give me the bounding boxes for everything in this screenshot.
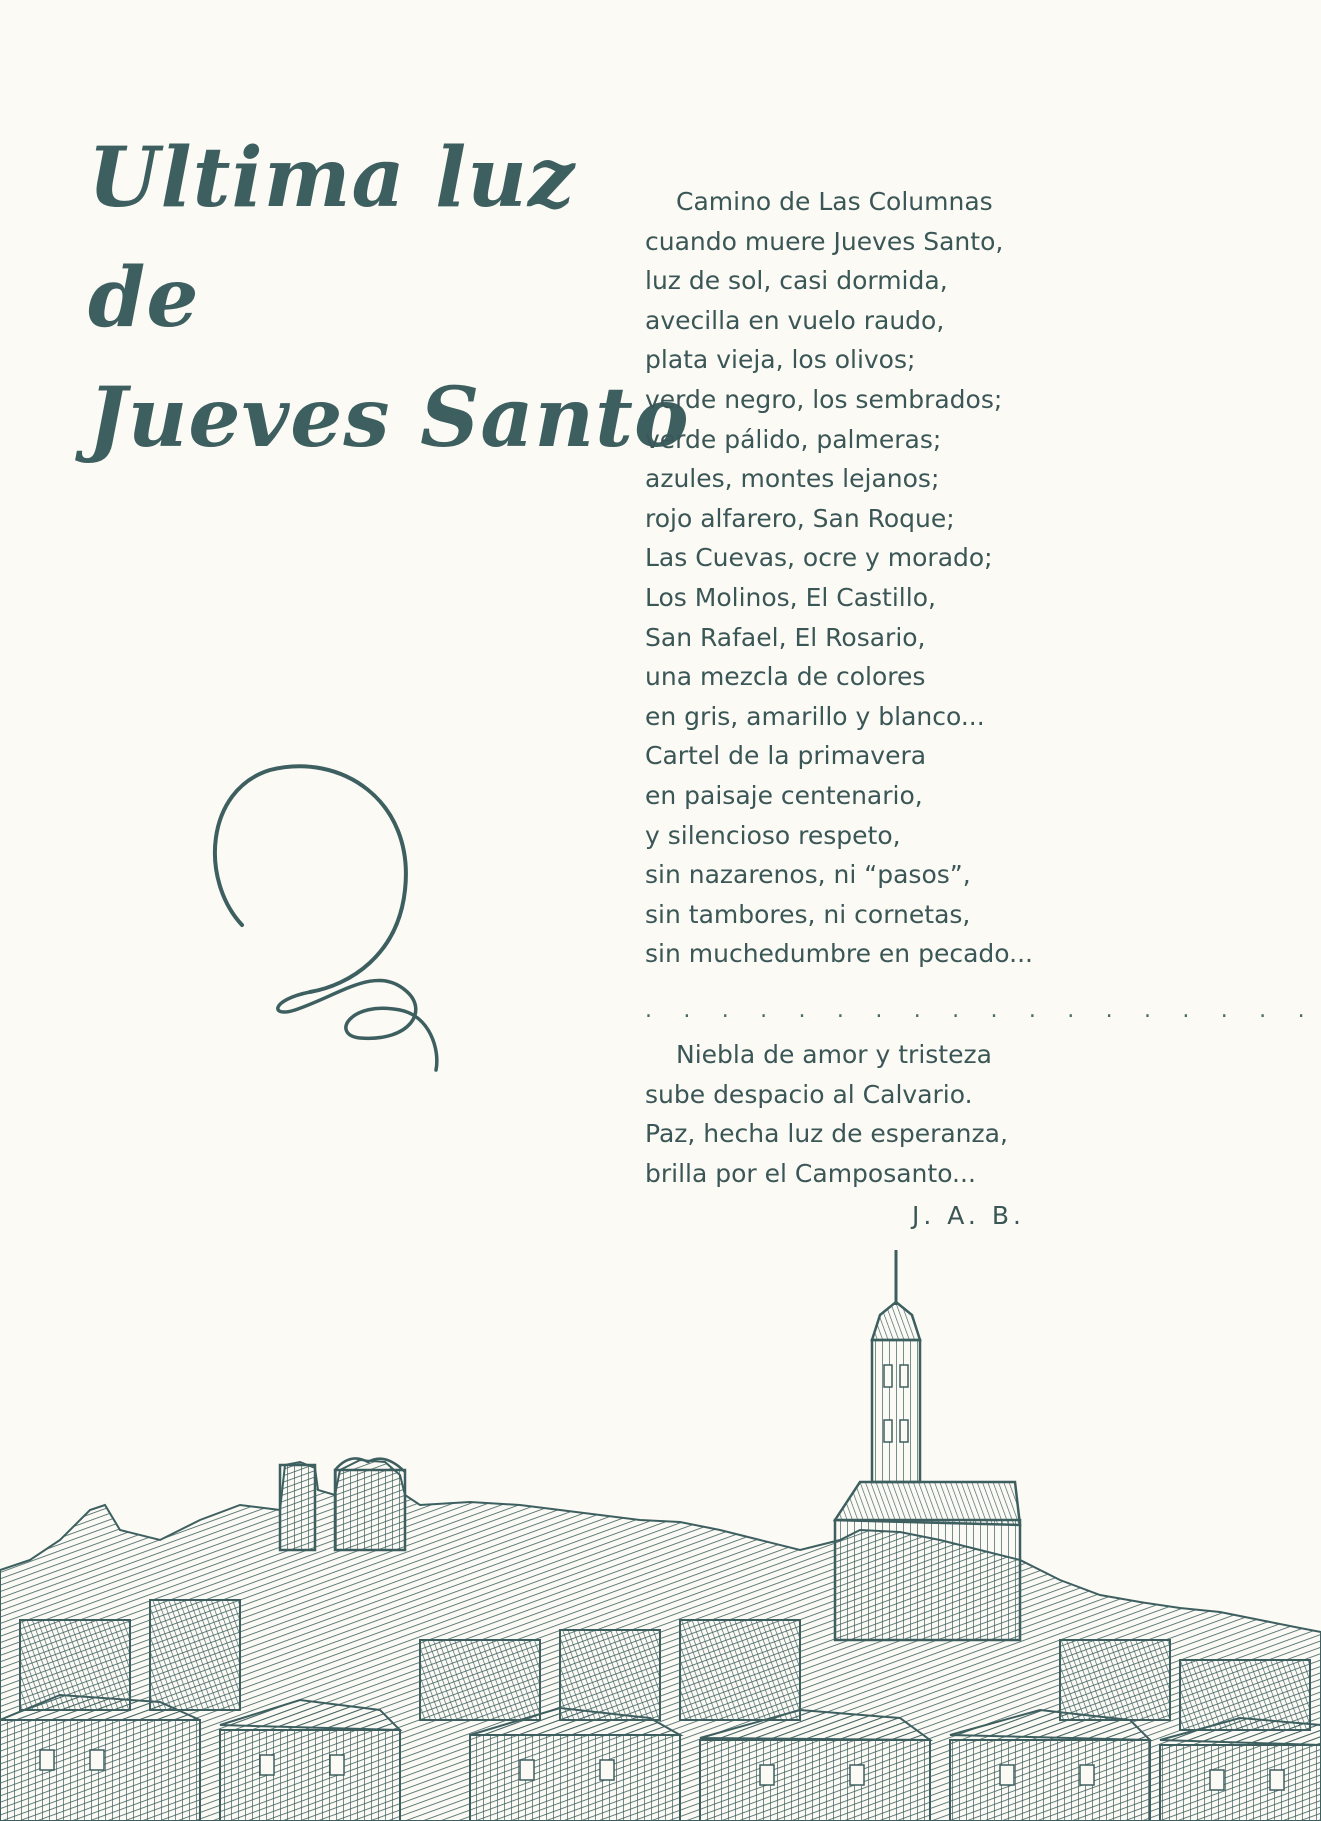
- poem-stanza-1: [645, 182, 1065, 974]
- verse-line: en paisaje centenario,: [645, 780, 923, 810]
- verse-line: Paz, hecha luz de esperanza,: [645, 1119, 1008, 1149]
- verse-line: sin tambores, ni cornetas,: [645, 899, 971, 929]
- verse-line: rojo alfarero, San Roque;: [645, 503, 955, 533]
- verse-line: plata vieja, los olivos;: [645, 345, 916, 375]
- verse-line: sube despacio al Calvario.: [645, 1079, 973, 1109]
- verse-line: sin nazarenos, ni “pasos”,: [645, 860, 971, 890]
- town-skyline-icon: [0, 1240, 1321, 1821]
- verse-line: cuando muere Jueves Santo,: [645, 226, 1004, 256]
- verse-line: Los Molinos, El Castillo,: [645, 582, 936, 612]
- verse-line: Cartel de la primavera: [645, 741, 927, 771]
- verse-line: Niebla de amor y tristeza: [676, 1040, 992, 1069]
- poem-stanza-2: [645, 1035, 1065, 1193]
- calligraphic-flourish-icon: [200, 760, 460, 1080]
- verse-line: luz de sol, casi dormida,: [645, 266, 948, 296]
- verse-line: sin muchedumbre en pecado...: [645, 939, 1033, 969]
- author-signature: J. A. B.: [912, 1201, 1025, 1230]
- verse-line: una mezcla de colores: [645, 662, 926, 692]
- verse-line: Camino de Las Columnas: [676, 187, 993, 216]
- verse-line: brilla por el Camposanto...: [645, 1158, 976, 1188]
- verse-line: Las Cuevas, ocre y morado;: [645, 543, 993, 573]
- verse-line: y silencioso respeto,: [645, 820, 901, 850]
- verse-line: San Rafael, El Rosario,: [645, 622, 926, 652]
- verse-line: azules, montes lejanos;: [645, 464, 940, 494]
- verse-line: en gris, amarillo y blanco...: [645, 701, 985, 731]
- poem-title: [88, 118, 690, 478]
- verse-line: verde negro, los sembrados;: [645, 384, 1003, 414]
- verse-line: verde pálido, palmeras;: [645, 424, 942, 454]
- stanza-separator: . . . . . . . . . . . . . . . . . .: [645, 998, 1317, 1023]
- title-line-1: Ultima luz: [88, 130, 576, 226]
- title-line-3: Jueves Santo: [88, 370, 690, 466]
- verse-line: avecilla en vuelo raudo,: [645, 305, 945, 335]
- title-line-2: de: [88, 250, 200, 346]
